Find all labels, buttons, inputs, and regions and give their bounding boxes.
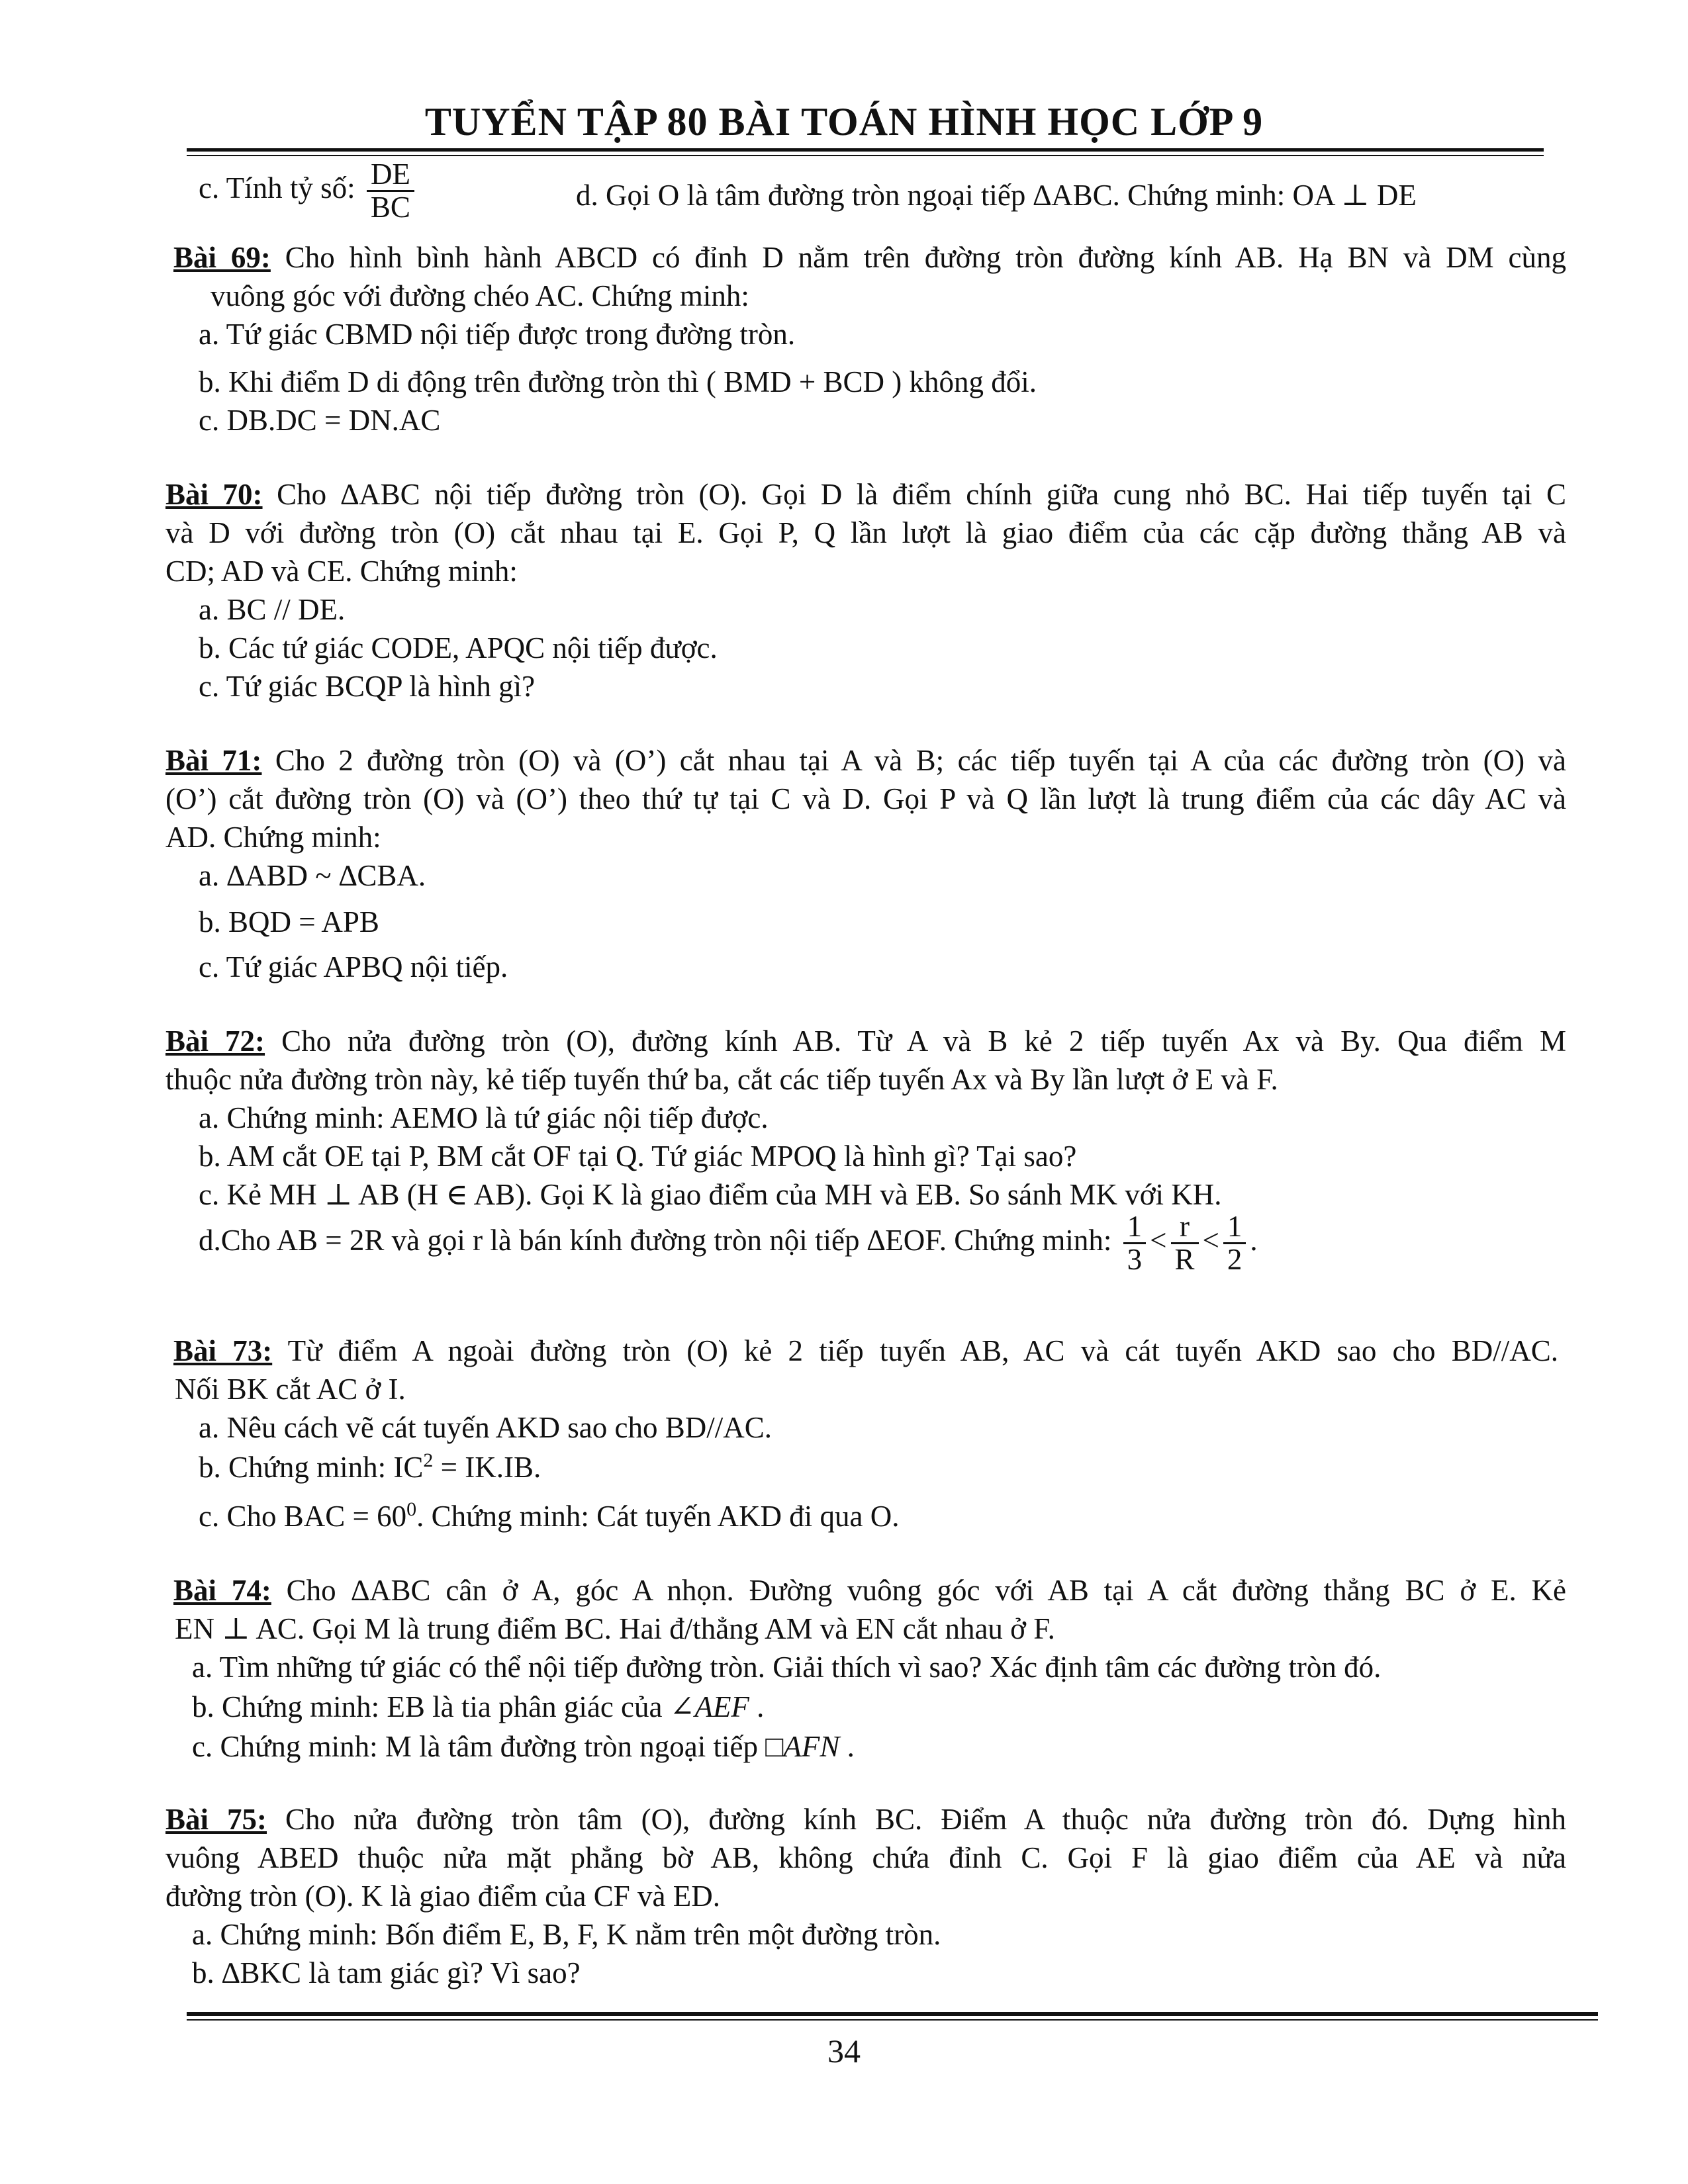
problem-72-part-d xyxy=(199,1211,1258,1276)
problem-70-line1: Cho ∆ABC nội tiếp đường tròn (O). Gọi D là điểm chính giữa cung nhỏ BC. Hai tiếp tuyến tại C xyxy=(277,478,1566,511)
page-title: TUYỂN TẬP 80 BÀI TOÁN HÌNH HỌC LỚP 9 xyxy=(424,100,1264,144)
less-than-sign: < xyxy=(1150,1224,1167,1257)
problem-75-label: Bài 75: xyxy=(165,1803,267,1836)
problem-73-part-a: a. Nêu cách vẽ cát tuyến AKD sao cho BD//AC. xyxy=(199,1411,773,1444)
problem-71-part-a: a. ∆ABD ~ ∆CBA. xyxy=(199,859,426,892)
problem-71-part-b: b. BQD = APB xyxy=(199,905,379,938)
problem-72-line2: thuộc nửa đường tròn này, kẻ tiếp tuyến thứ ba, cắt các tiếp tuyến Ax và By lần lượt ở E và F. xyxy=(165,1063,1278,1096)
problem-74-intro xyxy=(173,1571,1566,1610)
problem-72-part-b: b. AM cắt OE tại P, BM cắt OF tại Q. Tứ giác MPOQ là hình gì? Tại sao? xyxy=(199,1140,1077,1173)
problem-74-c-tail: . xyxy=(839,1730,855,1763)
problem-75-line3: đường tròn (O). K là giao điểm của CF và ED. xyxy=(165,1880,721,1913)
problem-72-part-c: c. Kẻ MH ⊥ AB (H ∈ AB). Gọi K là giao điểm của MH và EB. So sánh MK với KH. xyxy=(199,1178,1222,1211)
problem-71-label: Bài 71: xyxy=(165,744,262,777)
problem-71-intro xyxy=(165,741,1566,780)
problem-71-line1: Cho 2 đường tròn (O) và (O’) cắt nhau tại A và B; các tiếp tuyến tại A của các đường tròn (O) và xyxy=(275,744,1566,777)
problem-70-label: Bài 70: xyxy=(165,478,263,511)
problem-70-part-b: b. Các tứ giác CODE, APQC nội tiếp được. xyxy=(199,631,718,664)
superscript: 2 xyxy=(423,1449,434,1471)
problem-74-line2: EN ⊥ AC. Gọi M là trung điểm BC. Hai đ/thẳng AM và EN cắt nhau ở F. xyxy=(175,1612,1055,1645)
problem-74-label: Bài 74: xyxy=(173,1574,271,1607)
sentence-end: . xyxy=(1250,1224,1258,1257)
problem-70-part-c: c. Tứ giác BCQP là hình gì? xyxy=(199,670,536,703)
problem-74-part-b xyxy=(192,1688,764,1726)
problem-69-part-c: c. DB.DC = DN.AC xyxy=(199,404,441,437)
footer-rule xyxy=(187,2012,1598,2016)
problem-69-part-b: b. Khi điểm D di động trên đường tròn thì ( BMD + BCD ) không đổi. xyxy=(199,365,1037,398)
fraction-numerator: DE xyxy=(367,159,414,192)
fraction-numerator: r xyxy=(1171,1211,1199,1244)
problem-73-b-tail: = IK.IB. xyxy=(433,1451,541,1484)
problem-70-intro xyxy=(165,475,1566,514)
superscript: 0 xyxy=(406,1498,417,1520)
problem-73-line2: Nối BK cắt AC ở I. xyxy=(175,1373,406,1406)
problem-70-part-a: a. BC // DE. xyxy=(199,593,346,626)
problem-73-part-c xyxy=(199,1497,900,1535)
problem-74-b-text: b. Chứng minh: EB là tia phân giác của xyxy=(192,1690,670,1723)
prev-c-text: c. Tính tỷ số: xyxy=(199,171,355,205)
ratio-fraction xyxy=(367,159,414,224)
header-rule-thin xyxy=(187,155,1544,156)
prev-part-d: d. Gọi O là tâm đường tròn ngoại tiếp ∆ABC. Chứng minh: OA ⊥ DE xyxy=(576,179,1417,212)
fraction-one-third xyxy=(1123,1211,1147,1276)
fraction-numerator: 1 xyxy=(1223,1211,1246,1244)
prev-part-c xyxy=(199,159,418,224)
fraction-r-over-R xyxy=(1171,1211,1199,1276)
header-rule xyxy=(187,148,1544,152)
problem-73-label: Bài 73: xyxy=(173,1334,273,1367)
problem-75-line1: Cho nửa đường tròn tâm (O), đường kính BC. Điểm A thuộc nửa đường tròn đó. Dựng hình xyxy=(285,1803,1567,1836)
footer-rule-thin xyxy=(187,2019,1598,2021)
problem-71-line2: (O’) cắt đường tròn (O) và (O’) theo thứ tự tại C và D. Gọi P và Q lần lượt là trung điểm của các dây AC và xyxy=(165,782,1566,815)
problem-72-d-text: d.Cho AB = 2R và gọi r là bán kính đường tròn nội tiếp ∆EOF. Chứng minh: xyxy=(199,1224,1112,1257)
problem-71-part-c: c. Tứ giác APBQ nội tiếp. xyxy=(199,950,508,983)
problem-72-line1: Cho nửa đường tròn (O), đường kính AB. Từ A và B kẻ 2 tiếp tuyến Ax và By. Qua điểm M xyxy=(281,1024,1566,1058)
triangle-expression: □AFN xyxy=(765,1730,840,1763)
fraction-numerator: 1 xyxy=(1123,1211,1147,1244)
angle-expression: ∠AEF xyxy=(669,1690,749,1723)
page-number: 34 xyxy=(827,2032,861,2070)
problem-73-b-text: b. Chứng minh: IC xyxy=(199,1451,424,1484)
problem-71-line3: AD. Chứng minh: xyxy=(165,821,381,854)
problem-74-part-c xyxy=(192,1727,855,1766)
problem-74-line1: Cho ∆ABC cân ở A, góc A nhọn. Đường vuông góc với AB tại A cắt đường thẳng BC ở E. Kẻ xyxy=(286,1574,1566,1607)
problem-69-part-a: a. Tứ giác CBMD nội tiếp được trong đường tròn. xyxy=(199,318,796,351)
problem-73-c-tail: . Chứng minh: Cát tuyến AKD đi qua O. xyxy=(416,1500,900,1533)
problem-75-part-a: a. Chứng minh: Bốn điểm E, B, F, K nằm trên một đường tròn. xyxy=(192,1918,941,1951)
fraction-denominator: 3 xyxy=(1127,1243,1143,1277)
problem-69-intro xyxy=(173,238,1566,277)
problem-75-intro xyxy=(165,1800,1566,1839)
problem-74-b-tail: . xyxy=(749,1690,765,1723)
problem-69-label: Bài 69: xyxy=(173,241,271,274)
problem-70-line3: CD; AD và CE. Chứng minh: xyxy=(165,555,518,588)
problem-75-part-b: b. ∆BKC là tam giác gì? Vì sao? xyxy=(192,1956,581,1989)
problem-74-c-text: c. Chứng minh: M là tâm đường tròn ngoại tiếp xyxy=(192,1730,766,1763)
problem-73-intro xyxy=(173,1332,1558,1370)
problem-74-part-a: a. Tìm những tứ giác có thể nội tiếp đường tròn. Giải thích vì sao? Xác định tâm các đường tròn đó. xyxy=(192,1651,1382,1684)
fraction-one-half xyxy=(1223,1211,1246,1276)
less-than-sign: < xyxy=(1202,1224,1219,1257)
problem-72-intro xyxy=(165,1022,1566,1060)
fraction-denominator: BC xyxy=(370,191,410,224)
problem-72-label: Bài 72: xyxy=(165,1024,265,1058)
problem-70-line2: và D với đường tròn (O) cắt nhau tại E. Gọi P, Q lần lượt là giao điểm của các cặp đường thẳng AB và xyxy=(165,516,1566,549)
problem-73-part-b xyxy=(199,1448,541,1486)
problem-69-line1: Cho hình bình hành ABCD có đỉnh D nằm trên đường tròn đường kính AB. Hạ BN và DM cùng xyxy=(285,241,1566,274)
fraction-denominator: R xyxy=(1174,1243,1195,1277)
fraction-denominator: 2 xyxy=(1227,1243,1243,1277)
problem-73-line1: Từ điểm A ngoài đường tròn (O) kẻ 2 tiếp tuyến AB, AC và cát tuyến AKD sao cho BD//AC. xyxy=(287,1334,1558,1367)
problem-69-line2: vuông góc với đường chéo AC. Chứng minh: xyxy=(211,279,749,312)
problem-72-part-a: a. Chứng minh: AEMO là tứ giác nội tiếp được. xyxy=(199,1101,769,1134)
problem-75-line2: vuông ABED thuộc nửa mặt phẳng bờ AB, không chứa đỉnh C. Gọi F là giao điểm của AE và nửa xyxy=(165,1841,1566,1874)
problem-73-c-text: c. Cho BAC = 60 xyxy=(199,1500,407,1533)
